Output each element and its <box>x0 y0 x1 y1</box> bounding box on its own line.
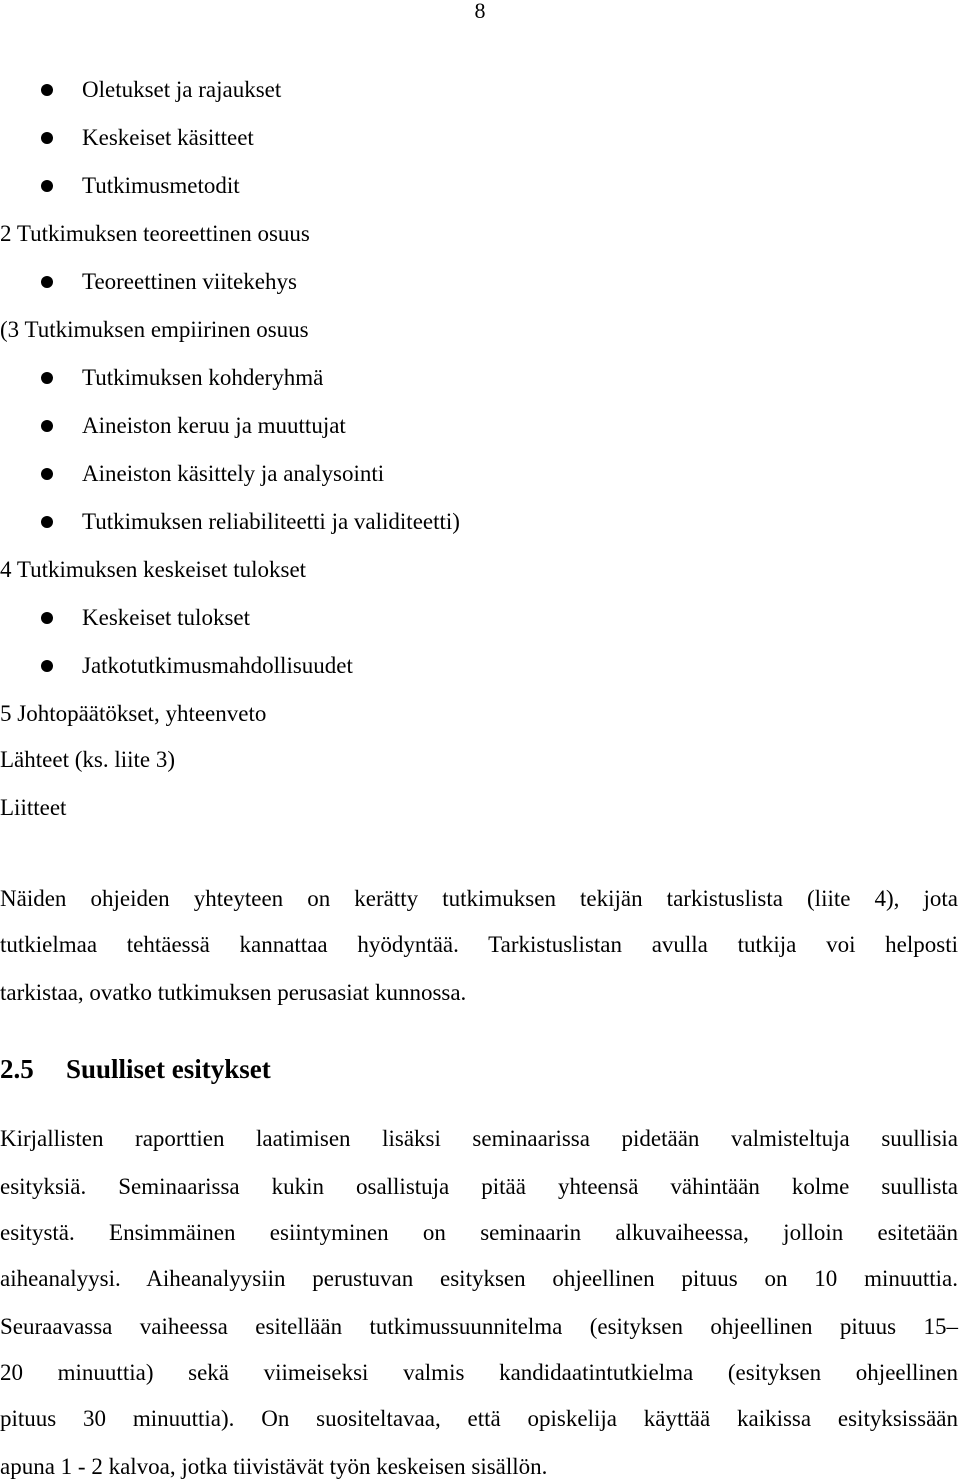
paragraph-line: 20 minuuttia) sekä viimeiseksi valmis kandidaatintutkielma (esityksen ohjeellinen <box>0 1360 958 1385</box>
paragraph-line: esityksiä. Seminaarissa kukin osallistuja pitää yhteensä vähintään kolme suullista <box>0 1174 958 1199</box>
bullet-icon <box>41 660 53 672</box>
outline-heading: (3 Tutkimuksen empiirinen osuus <box>0 317 309 342</box>
paragraph-line: aiheanalyysi. Aiheanalyysiin perustuvan esityksen ohjeellinen pituus on 10 minuuttia. <box>0 1266 958 1291</box>
bullet-icon <box>41 180 53 192</box>
paragraph-line: Seuraavassa vaiheessa esitellään tutkimussuunnitelma (esityksen ohjeellinen pituus 15– <box>0 1314 958 1339</box>
paragraph-line: Kirjallisten raporttien laatimisen lisäksi seminaarissa pidetään valmisteltuja suullisia <box>0 1126 958 1151</box>
paragraph-line: tarkistaa, ovatko tutkimuksen perusasiat kunnossa. <box>0 980 467 1005</box>
paragraph-line: esitystä. Ensimmäinen esiintyminen on seminaarin alkuvaiheessa, jolloin esitetään <box>0 1220 958 1245</box>
page-number: 8 <box>474 0 486 23</box>
list-item: Tutkimuksen reliabiliteetti ja validiteetti) <box>82 509 460 534</box>
bullet-icon <box>41 612 53 624</box>
paragraph-line: Näiden ohjeiden yhteyteen on kerätty tutkimuksen tekijän tarkistuslista (liite 4), jota <box>0 886 958 911</box>
bullet-icon <box>41 468 53 480</box>
list-item: Oletukset ja rajaukset <box>82 77 282 102</box>
list-item: Aineiston käsittely ja analysointi <box>82 461 385 486</box>
outline-heading: 5 Johtopäätökset, yhteenveto <box>0 701 267 726</box>
outline-heading: 4 Tutkimuksen keskeiset tulokset <box>0 557 307 582</box>
bullet-icon <box>41 372 53 384</box>
list-item: Tutkimuksen kohderyhmä <box>82 365 324 390</box>
list-item: Keskeiset käsitteet <box>82 125 254 150</box>
section-title: Suulliset esitykset <box>66 1054 271 1084</box>
outline-heading: Lähteet (ks. liite 3) <box>0 747 175 772</box>
bullet-icon <box>41 516 53 528</box>
list-item: Tutkimusmetodit <box>82 173 240 198</box>
paragraph-line: tutkielmaa tehtäessä kannattaa hyödyntää. Tarkistuslistan avulla tutkija voi helposti <box>0 932 958 957</box>
bullet-icon <box>41 132 53 144</box>
paragraph-line: pituus 30 minuuttia). On suositeltavaa, että opiskelija käyttää kaikissa esityksissään <box>0 1406 958 1431</box>
list-item: Aineiston keruu ja muuttujat <box>82 413 346 438</box>
outline-heading: 2 Tutkimuksen teoreettinen osuus <box>0 221 310 246</box>
outline-heading: Liitteet <box>0 795 67 820</box>
bullet-icon <box>41 84 53 96</box>
list-item: Keskeiset tulokset <box>82 605 250 630</box>
bullet-icon <box>41 276 53 288</box>
paragraph-line: apuna 1 - 2 kalvoa, jotka tiivistävät työn keskeisen sisällön. <box>0 1454 548 1479</box>
section-number: 2.5 <box>0 1054 34 1084</box>
bullet-icon <box>41 420 53 432</box>
section-heading <box>0 1054 271 1085</box>
list-item: Jatkotutkimusmahdollisuudet <box>82 653 353 678</box>
list-item: Teoreettinen viitekehys <box>82 269 297 294</box>
